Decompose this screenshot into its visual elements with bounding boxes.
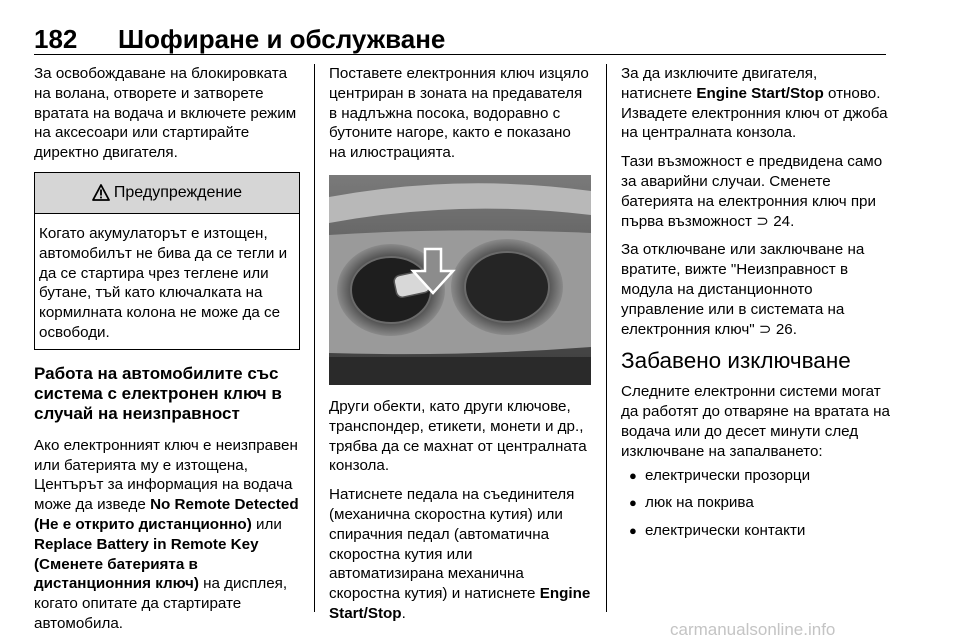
warning-title: Предупреждение xyxy=(113,184,243,202)
page-number: 182 xyxy=(34,24,78,54)
section-heading: Забавено изключване xyxy=(621,348,851,374)
page-reference[interactable]: 26 xyxy=(775,320,793,338)
page-ref-arrow-icon: ⊃ xyxy=(758,320,772,338)
list-item: ● люк на покрива xyxy=(621,493,891,513)
page-header xyxy=(34,24,886,55)
paragraph: Натиснете педала на съединителя (механична скоростна кутия) или спирачния педал (автоматична скоростна кутия или автоматизирана механична скоростна кутия) и натиснете Engine Start/Stop. xyxy=(329,486,591,622)
paragraph: За освобождаване на блокировката на волана, отворете и затворете вратата на водача и включете режим на аксесоари или стартирайте директно двигателя. xyxy=(34,65,297,162)
column-2 xyxy=(329,64,591,633)
button-name: Engine Start/Stop xyxy=(696,84,824,102)
section-subheading: Работа на автомобилите със система с електронен ключ в случай на неизправност xyxy=(34,363,282,423)
paragraph: Ако електронният ключ е неизправен или батерията му е изтощена, Центърът за информация на водача може да изведе No Remote Detected (Не е открито дистанционно) или Replace Battery in Remote Key (Сменете батерията в дистанционния ключ) на дисплея, когато опитате да стартирате автомобила. xyxy=(34,436,299,632)
bullet-list xyxy=(621,466,891,541)
column-divider xyxy=(314,64,315,612)
column-3 xyxy=(621,64,891,549)
paragraph: Други обекти, като други ключове, транспондер, етикети, монети и др., трябва да се махнат от централната конзола. xyxy=(329,397,587,475)
warning-box xyxy=(34,172,300,350)
column-divider xyxy=(606,64,607,612)
warning-header xyxy=(35,173,299,214)
paragraph: Следните електронни системи могат да работят до отваряне на вратата на водача или до десет минути след изключване на запалването: xyxy=(621,383,890,460)
page-title: Шофиране и обслужване xyxy=(118,24,446,54)
display-message: Replace Battery in Remote Key (Сменете батерията в дистанционния ключ) xyxy=(34,535,259,593)
console-key-illustration xyxy=(329,175,591,385)
watermark: carmanualsonline.info xyxy=(670,620,836,639)
column-1 xyxy=(34,64,300,643)
page-ref-arrow-icon: ⊃ xyxy=(756,212,769,230)
paragraph: Тази възможност е предвидена само за аварийни случаи. Сменете батерията на електронния ключ при първа възможност ⊃ 24. xyxy=(621,153,883,230)
list-item: ● електрически контакти xyxy=(621,521,891,541)
button-name: Engine Start/Stop xyxy=(329,585,591,622)
warning-text: Когато акумулаторът е изтощен, автомобилът не бива да се тегли и да се стартира чрез теглене или бутане, тъй като ключалката на кормилната колона не може да се освободи. xyxy=(39,224,288,341)
warning-triangle-icon xyxy=(92,184,110,201)
list-item: ● електрически прозорци xyxy=(621,466,891,486)
paragraph: За отключване или заключване на вратите, вижте "Неизправност в модула на дистанционното управление или в системата на електронния ключ" ⊃ 26. xyxy=(621,241,865,338)
display-message: No Remote Detected (Не е открито дистанционно) xyxy=(34,496,299,533)
paragraph: За да изключите двигателя, натиснете Engine Start/Stop отново. Извадете електронния ключ от джоба на централната конзола. xyxy=(621,65,888,142)
page-reference[interactable]: 24 xyxy=(773,212,791,230)
paragraph: Поставете електронния ключ изцяло центриран в зоната на предавателя в надлъжна посока, водоравно с бутоните нагоре, както е показано на илюстрацията. xyxy=(329,65,589,162)
